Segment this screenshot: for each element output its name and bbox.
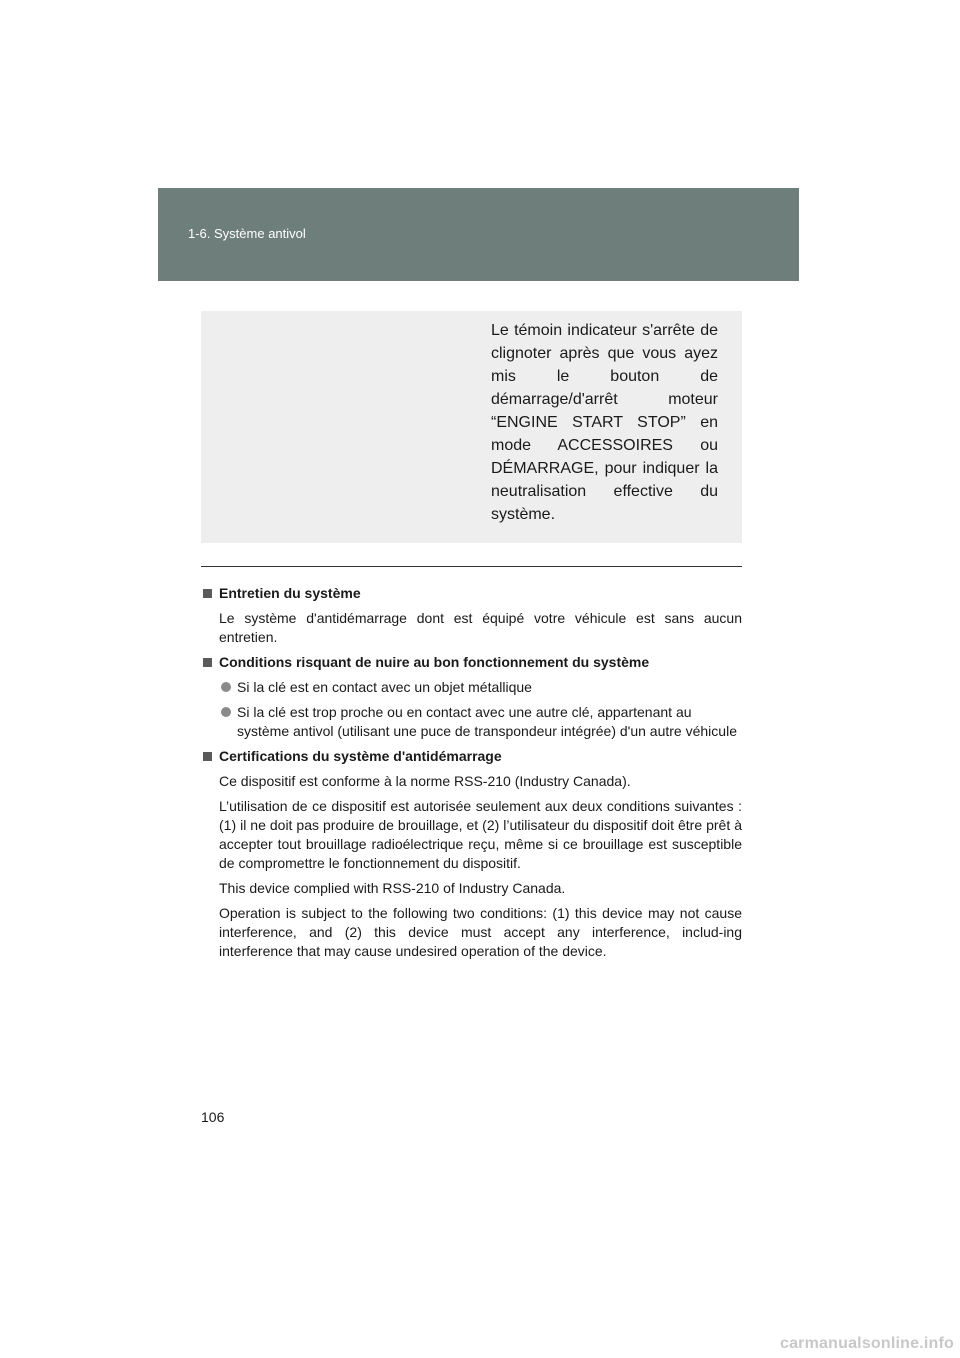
section-header-band [158, 188, 799, 281]
heading-conditions-text: Conditions risquant de nuire au bon fonctionnement du système [219, 654, 650, 670]
heading-maintenance [201, 584, 742, 603]
section-divider [201, 566, 742, 567]
callout-box [201, 311, 742, 543]
section-title: 1-6. Système antivol [188, 226, 306, 241]
list-item-text: Si la clé est en contact avec un objet métallique [237, 679, 532, 695]
circle-bullet-icon [221, 707, 231, 717]
watermark: carmanualsonline.info [779, 1335, 954, 1352]
heading-certifications-text: Certifications du système d'antidémarrage [219, 748, 502, 764]
certification-paragraph: This device complied with RSS-210 of Industry Canada. [219, 880, 566, 896]
callout-text: Le témoin indicateur s'arrête de clignoter après que vous ayez mis le bouton de démarrage/d'arrêt moteur “ENGINE START STOP” en mode ACCESSOIRES ou DÉMARRAGE, pour indiquer la neutralisation effective du système. [491, 322, 718, 523]
square-bullet-icon [203, 752, 212, 761]
certification-paragraph: L’utilisation de ce dispositif est autorisée seulement aux deux conditions suivantes : (1) il ne doit pas produire de brouillage, et (2) l’utilisateur du dispositif doit être prêt à accepter tout brouillage radioélectrique reçu, même si ce brouillage est susceptible de compromettre le fonctionnement du dispositif. [219, 798, 742, 871]
certification-paragraph: Ce dispositif est conforme à la norme RSS-210 (Industry Canada). [219, 773, 631, 789]
page-number: 106 [201, 1109, 225, 1125]
circle-bullet-icon [221, 682, 231, 692]
square-bullet-icon [203, 589, 212, 598]
list-item [201, 703, 742, 741]
heading-certifications [201, 747, 742, 766]
maintenance-text: Le système d'antidémarrage dont est équipé votre véhicule est sans aucun entretien. [219, 610, 742, 645]
heading-maintenance-text: Entretien du système [219, 585, 361, 601]
list-item [201, 678, 742, 697]
heading-conditions [201, 653, 742, 672]
square-bullet-icon [203, 658, 212, 667]
list-item-text: Si la clé est trop proche ou en contact avec une autre clé, appartenant au système antivol (utilisant une puce de transpondeur intégrée) d'un autre véhicule [237, 704, 737, 739]
certification-paragraph: Operation is subject to the following two conditions: (1) this device may not cause interference, and (2) this device must accept any interference, includ-ing interference that may cause undesired operation of the device. [219, 905, 742, 959]
body-content [201, 584, 742, 967]
